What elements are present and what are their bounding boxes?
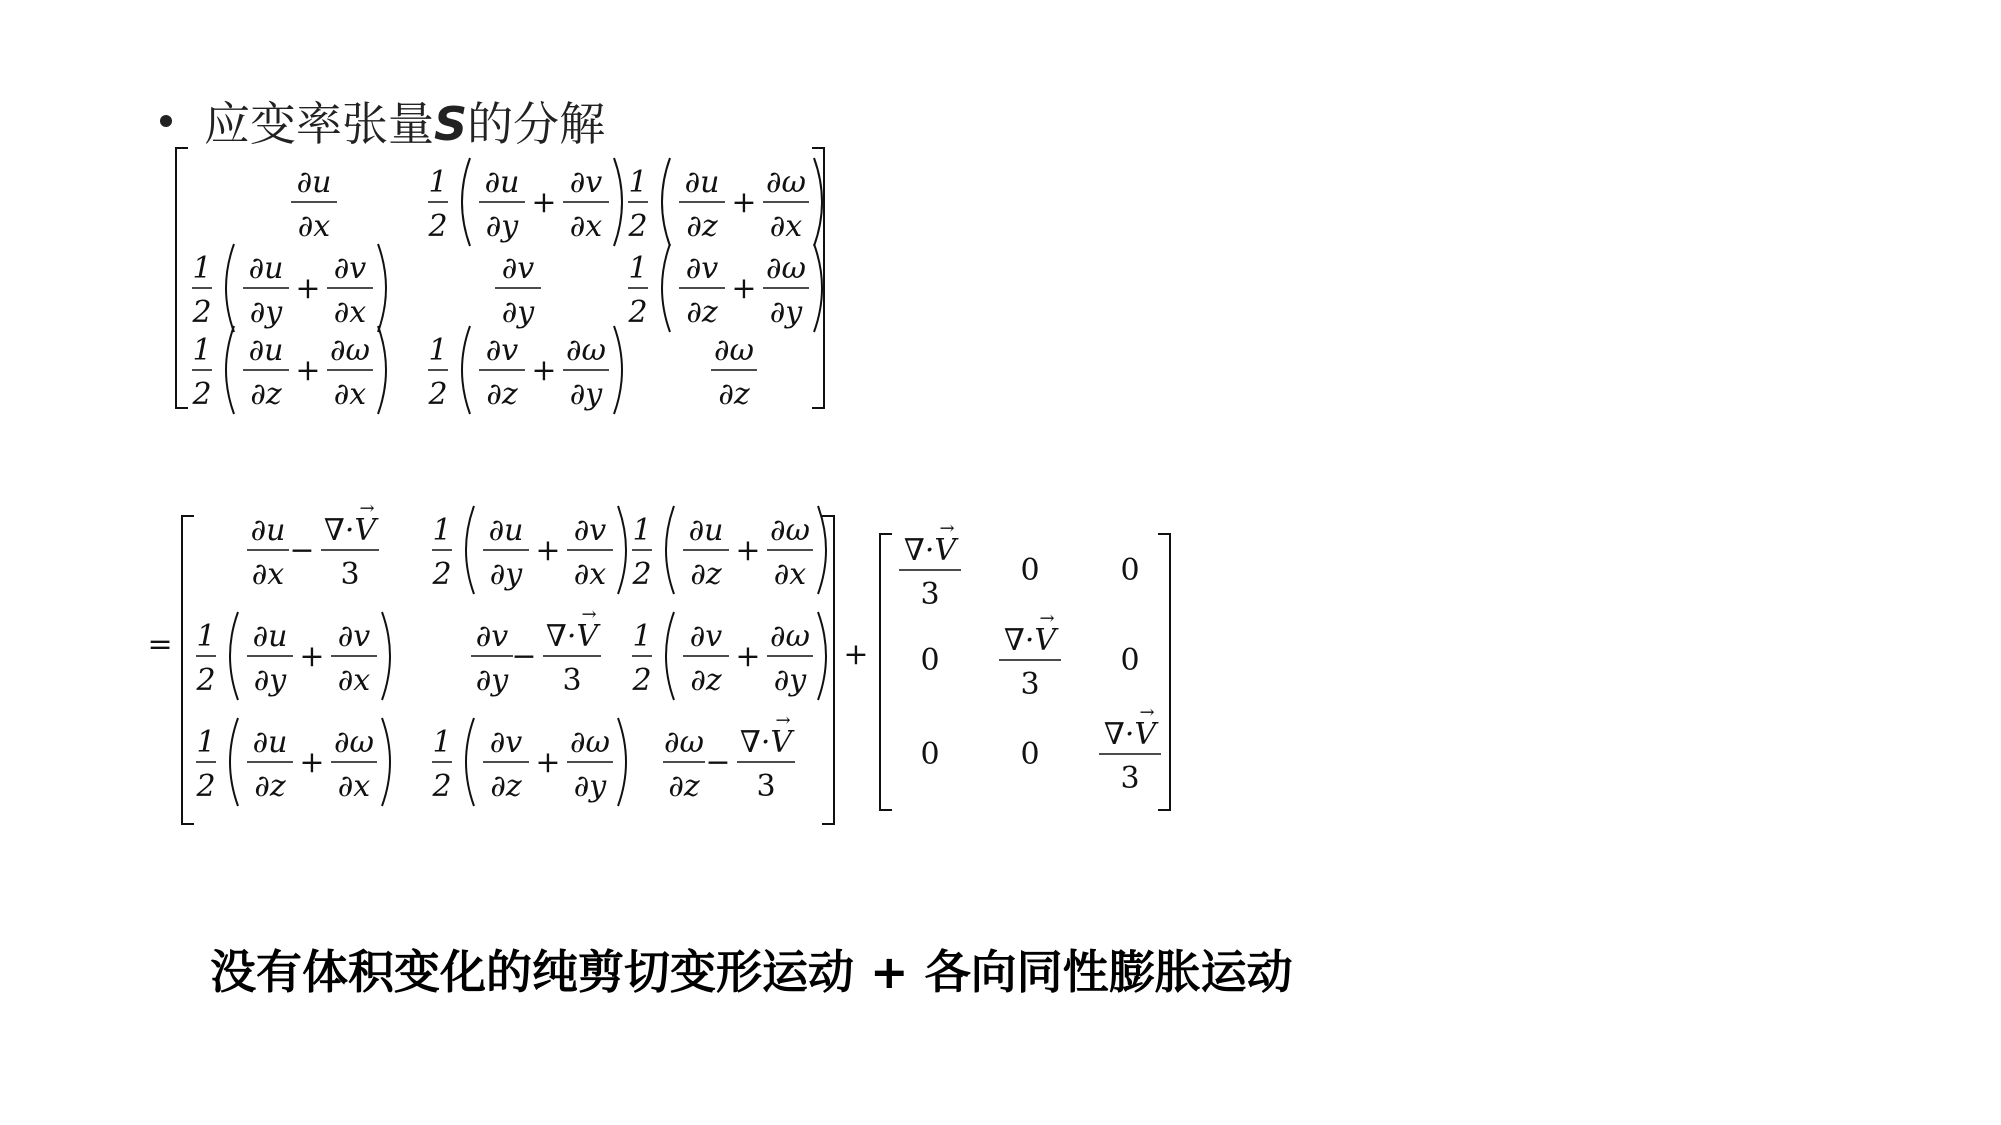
- offdiag-3-plus: +: [731, 271, 757, 306]
- offdiag-1-plus: +: [731, 185, 757, 220]
- offdiag-6-term2-denominator: ∂x: [573, 557, 607, 592]
- offdiag-9-half-numerator: 1: [632, 619, 652, 654]
- offdiag-0-lparen: [462, 158, 470, 246]
- c33-div-numerator: ∇·V: [1103, 717, 1157, 752]
- offdiag-6-lparen: [466, 506, 474, 594]
- offdiag-8-term2-numerator: ∂v: [337, 619, 371, 654]
- offdiag-4-half-numerator: 1: [192, 333, 212, 368]
- offdiag-0-rparen: [614, 158, 622, 246]
- offdiag-6-term1-denominator: ∂y: [489, 557, 523, 592]
- offdiag-11-term1-denominator: ∂z: [490, 769, 522, 804]
- offdiag-9-rparen: [818, 612, 826, 700]
- matrix-b-left-bracket: [182, 516, 194, 824]
- offdiag-3-term1-numerator: ∂v: [685, 251, 719, 286]
- b11-div-denominator: 3: [340, 557, 360, 592]
- offdiag-7-half-denominator: 2: [632, 557, 652, 592]
- slide-heading: [160, 88, 605, 154]
- offdiag-1-half-denominator: 2: [628, 209, 648, 244]
- offdiag-6-term2-numerator: ∂v: [573, 513, 607, 548]
- c31-zero: 0: [920, 737, 940, 772]
- offdiag-5-plus: +: [531, 353, 557, 388]
- offdiag-2-term1-numerator: ∂u: [248, 251, 284, 286]
- offdiag-6-half-numerator: 1: [432, 513, 452, 548]
- offdiag-0-term2-numerator: ∂v: [569, 165, 603, 200]
- offdiag-9-term1-denominator: ∂z: [690, 663, 722, 698]
- offdiag-2-half-denominator: 2: [192, 295, 212, 330]
- a11-numerator: ∂u: [296, 165, 332, 200]
- offdiag-11-plus: +: [535, 745, 561, 780]
- offdiag-0-term1-denominator: ∂y: [485, 209, 519, 244]
- c12-zero: 0: [1020, 553, 1040, 588]
- offdiag-2-term2-denominator: ∂x: [333, 295, 367, 330]
- offdiag-8-plus: +: [299, 639, 325, 674]
- offdiag-8-term2-denominator: ∂x: [337, 663, 371, 698]
- offdiag-10-half-denominator: 2: [196, 769, 216, 804]
- offdiag-7-rparen: [818, 506, 826, 594]
- c11-div-vector-arrow: →: [939, 518, 955, 539]
- offdiag-0-half-numerator: 1: [428, 165, 448, 200]
- b11-div-vector-arrow: →: [359, 498, 375, 519]
- offdiag-3-term2-denominator: ∂y: [769, 295, 803, 330]
- heading-text: [204, 88, 605, 154]
- offdiag-9-term1-numerator: ∂v: [689, 619, 723, 654]
- offdiag-5-term2-denominator: ∂y: [569, 377, 603, 412]
- offdiag-5-rparen: [614, 326, 622, 414]
- offdiag-8-lparen: [230, 612, 238, 700]
- offdiag-1-term1-denominator: ∂z: [686, 209, 718, 244]
- offdiag-7-term2-numerator: ∂ω: [770, 513, 810, 548]
- offdiag-8-half-numerator: 1: [196, 619, 216, 654]
- offdiag-6-half-denominator: 2: [432, 557, 452, 592]
- offdiag-2-term1-denominator: ∂y: [249, 295, 283, 330]
- b22-div-numerator: ∇·V: [545, 619, 599, 654]
- matrix-b-right-bracket: [822, 516, 834, 824]
- offdiag-4-rparen: [378, 326, 386, 414]
- offdiag-9-lparen: [666, 612, 674, 700]
- offdiag-10-plus: +: [299, 745, 325, 780]
- offdiag-11-rparen: [618, 718, 626, 806]
- c33-div-denominator: 3: [1120, 761, 1140, 796]
- offdiag-1-term1-numerator: ∂u: [684, 165, 720, 200]
- c22-div-numerator: ∇·V: [1003, 623, 1057, 658]
- offdiag-4-lparen: [226, 326, 234, 414]
- offdiag-7-lparen: [666, 506, 674, 594]
- a33-denominator: ∂z: [718, 377, 750, 412]
- offdiag-1-lparen: [662, 158, 670, 246]
- heading-symbol: S: [434, 97, 468, 151]
- offdiag-9-half-denominator: 2: [632, 663, 652, 698]
- equation-svg: [147, 165, 1174, 840]
- offdiag-1-rparen: [814, 158, 822, 246]
- offdiag-10-term1-numerator: ∂u: [252, 725, 288, 760]
- offdiag-0-half-denominator: 2: [428, 209, 448, 244]
- offdiag-2-term2-numerator: ∂v: [333, 251, 367, 286]
- offdiag-10-lparen: [230, 718, 238, 806]
- offdiag-3-term2-numerator: ∂ω: [766, 251, 806, 286]
- offdiag-11-term2-numerator: ∂ω: [570, 725, 610, 760]
- strain-rate-decomposition-equation: [147, 165, 1174, 840]
- b22-div-vector-arrow: →: [581, 604, 597, 625]
- offdiag-6-rparen: [618, 506, 626, 594]
- c13-zero: 0: [1120, 553, 1140, 588]
- matrix-a-left-bracket: [176, 148, 188, 408]
- offdiag-7-term1-numerator: ∂u: [688, 513, 724, 548]
- a22-numerator: ∂v: [501, 251, 535, 286]
- b33-div-vector-arrow: →: [775, 710, 791, 731]
- equals-sign: =: [147, 627, 173, 662]
- offdiag-3-rparen: [814, 244, 822, 332]
- offdiag-0-term1-numerator: ∂u: [484, 165, 520, 200]
- b33-div-numerator: ∇·V: [739, 725, 793, 760]
- b11-numerator: ∂u: [250, 513, 286, 548]
- offdiag-2-plus: +: [295, 271, 321, 306]
- offdiag-5-half-denominator: 2: [428, 377, 448, 412]
- a22-denominator: ∂y: [501, 295, 535, 330]
- offdiag-4-term2-numerator: ∂ω: [330, 333, 370, 368]
- offdiag-3-half-numerator: 1: [628, 251, 648, 286]
- c23-zero: 0: [1120, 643, 1140, 678]
- c33-div-vector-arrow: →: [1139, 702, 1155, 723]
- offdiag-10-rparen: [382, 718, 390, 806]
- c22-div-denominator: 3: [1020, 667, 1040, 702]
- c11-div-numerator: ∇·V: [903, 533, 957, 568]
- a33-numerator: ∂ω: [714, 333, 754, 368]
- offdiag-2-rparen: [378, 244, 386, 332]
- b33-numerator: ∂ω: [664, 725, 704, 760]
- offdiag-10-term2-denominator: ∂x: [337, 769, 371, 804]
- offdiag-6-term1-numerator: ∂u: [488, 513, 524, 548]
- offdiag-7-term1-denominator: ∂z: [690, 557, 722, 592]
- offdiag-1-term2-denominator: ∂x: [769, 209, 803, 244]
- offdiag-9-term2-numerator: ∂ω: [770, 619, 810, 654]
- offdiag-3-lparen: [662, 244, 670, 332]
- offdiag-0-term2-denominator: ∂x: [569, 209, 603, 244]
- heading-text-after: 的分解: [467, 97, 606, 151]
- offdiag-0-plus: +: [531, 185, 557, 220]
- b22-minus: −: [511, 639, 537, 674]
- offdiag-5-lparen: [462, 326, 470, 414]
- c22-div-vector-arrow: →: [1039, 608, 1055, 629]
- offdiag-6-plus: +: [535, 533, 561, 568]
- offdiag-4-term2-denominator: ∂x: [333, 377, 367, 412]
- b22-numerator: ∂v: [475, 619, 509, 654]
- matrix-c-left-bracket: [880, 534, 892, 810]
- offdiag-2-half-numerator: 1: [192, 251, 212, 286]
- offdiag-9-plus: +: [735, 639, 761, 674]
- offdiag-4-term1-denominator: ∂z: [250, 377, 282, 412]
- offdiag-7-term2-denominator: ∂x: [773, 557, 807, 592]
- offdiag-11-term1-numerator: ∂v: [489, 725, 523, 760]
- offdiag-7-half-numerator: 1: [632, 513, 652, 548]
- offdiag-5-half-numerator: 1: [428, 333, 448, 368]
- offdiag-11-lparen: [466, 718, 474, 806]
- offdiag-10-half-numerator: 1: [196, 725, 216, 760]
- offdiag-5-term1-numerator: ∂v: [485, 333, 519, 368]
- offdiag-10-term2-numerator: ∂ω: [334, 725, 374, 760]
- b11-div-numerator: ∇·V: [323, 513, 377, 548]
- plus-sign: +: [843, 637, 869, 672]
- a11-denominator: ∂x: [297, 209, 331, 244]
- offdiag-11-half-numerator: 1: [432, 725, 452, 760]
- offdiag-1-term2-numerator: ∂ω: [766, 165, 806, 200]
- b33-div-denominator: 3: [756, 769, 776, 804]
- offdiag-11-term2-denominator: ∂y: [573, 769, 607, 804]
- offdiag-1-half-numerator: 1: [628, 165, 648, 200]
- offdiag-2-lparen: [226, 244, 234, 332]
- b33-denominator: ∂z: [668, 769, 700, 804]
- offdiag-4-term1-numerator: ∂u: [248, 333, 284, 368]
- c11-div-denominator: 3: [920, 577, 940, 612]
- offdiag-5-term1-denominator: ∂z: [486, 377, 518, 412]
- c32-zero: 0: [1020, 737, 1040, 772]
- b11-minus: −: [289, 533, 315, 568]
- c21-zero: 0: [920, 643, 940, 678]
- offdiag-8-term1-denominator: ∂y: [253, 663, 287, 698]
- offdiag-4-plus: +: [295, 353, 321, 388]
- offdiag-9-term2-denominator: ∂y: [773, 663, 807, 698]
- b33-minus: −: [705, 745, 731, 780]
- offdiag-11-half-denominator: 2: [432, 769, 452, 804]
- heading-text-before: 应变率张量: [204, 97, 434, 151]
- offdiag-3-half-denominator: 2: [628, 295, 648, 330]
- b11-denominator: ∂x: [251, 557, 285, 592]
- bullet-icon: [160, 115, 172, 127]
- offdiag-3-term1-denominator: ∂z: [686, 295, 718, 330]
- b22-div-denominator: 3: [562, 663, 582, 698]
- decomposition-caption: 没有体积变化的纯剪切变形运动 + 各向同性膨胀运动: [210, 945, 1293, 999]
- offdiag-8-half-denominator: 2: [196, 663, 216, 698]
- offdiag-10-term1-denominator: ∂z: [254, 769, 286, 804]
- b22-denominator: ∂y: [475, 663, 509, 698]
- offdiag-8-term1-numerator: ∂u: [252, 619, 288, 654]
- offdiag-7-plus: +: [735, 533, 761, 568]
- matrix-c-right-bracket: [1158, 534, 1170, 810]
- offdiag-8-rparen: [382, 612, 390, 700]
- offdiag-5-term2-numerator: ∂ω: [566, 333, 606, 368]
- offdiag-4-half-denominator: 2: [192, 377, 212, 412]
